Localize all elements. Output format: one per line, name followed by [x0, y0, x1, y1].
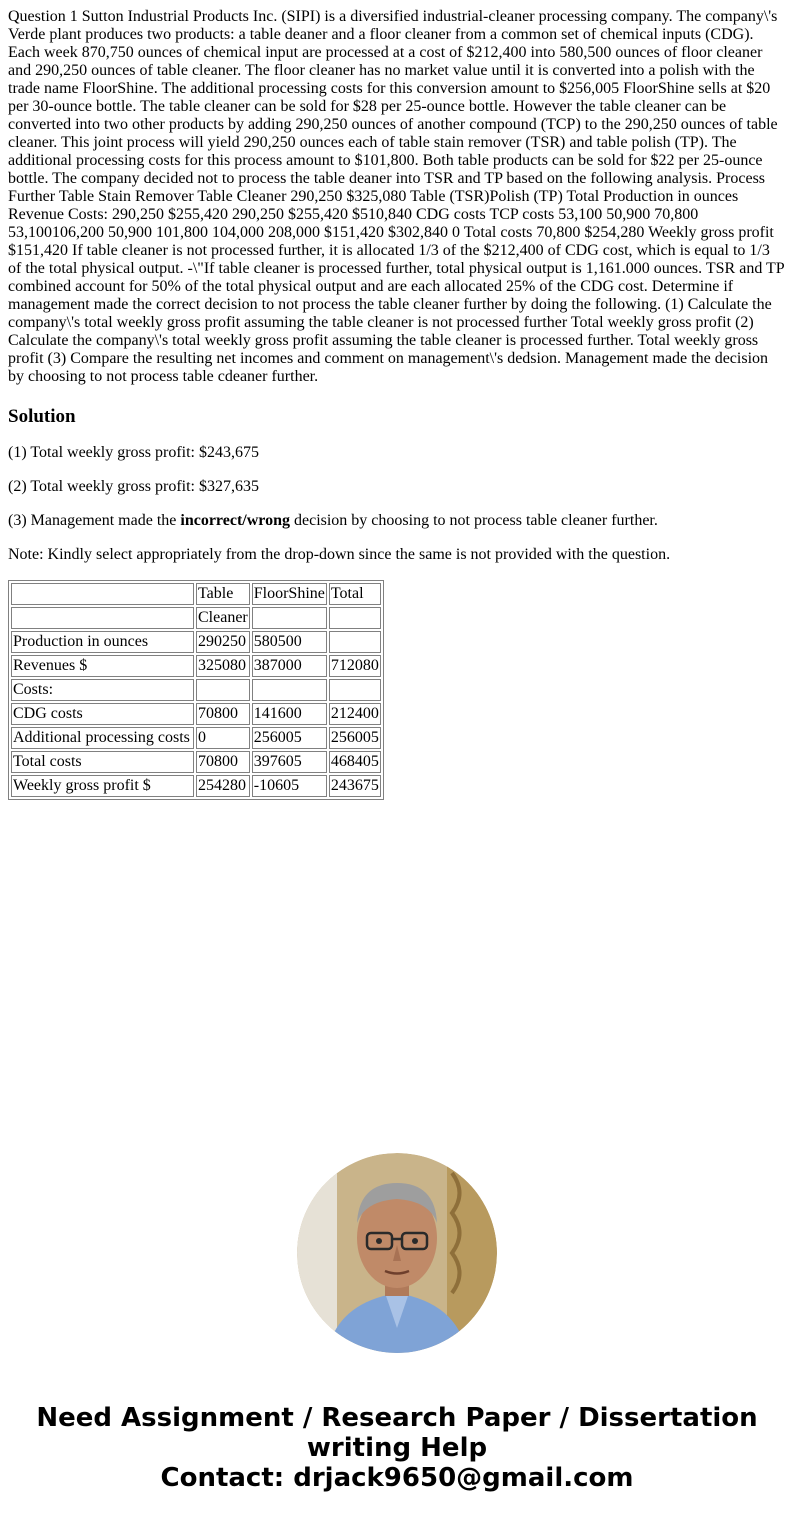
- help-banner: [0, 1403, 794, 1493]
- table-cell: 141600: [252, 703, 327, 725]
- table-cell: 254280: [196, 775, 250, 797]
- table-cell: Weekly gross profit $: [11, 775, 194, 797]
- table-cell: 712080: [329, 655, 381, 677]
- table-cell: 468405: [329, 751, 381, 773]
- banner-contact: Contact: drjack9650@gmail.com: [160, 1463, 634, 1493]
- answer-2: (2) Total weekly gross profit: $327,635: [8, 478, 259, 495]
- table-cell: [329, 607, 381, 629]
- table-cell: Costs:: [11, 679, 194, 701]
- table-row: [11, 679, 381, 701]
- table-cell: [11, 583, 194, 605]
- table-cell: CDG costs: [11, 703, 194, 725]
- table-cell: Cleaner: [196, 607, 250, 629]
- banner-line-1: Need Assignment / Research Paper / Dissertation: [36, 1403, 758, 1433]
- table-row: [11, 631, 381, 653]
- table-row: [11, 607, 381, 629]
- portrait-illustration: [297, 1153, 497, 1353]
- table-cell: 387000: [252, 655, 327, 677]
- table-cell: FloorShine: [252, 583, 327, 605]
- table-cell: Production in ounces: [11, 631, 194, 653]
- author-photo: [297, 1153, 497, 1353]
- answer-3-emphasis: incorrect/wrong: [180, 512, 290, 529]
- table-row: [11, 751, 381, 773]
- answer-1: (1) Total weekly gross profit: $243,675: [8, 444, 259, 461]
- table-cell: 212400: [329, 703, 381, 725]
- banner-line-2: writing Help: [306, 1433, 488, 1463]
- table-cell: 290250: [196, 631, 250, 653]
- table-cell: 0: [196, 727, 250, 749]
- solution-heading: Solution: [8, 406, 76, 427]
- table-cell: 70800: [196, 703, 250, 725]
- table-cell: [196, 679, 250, 701]
- table-cell: 580500: [252, 631, 327, 653]
- answer-3-suffix: decision by choosing to not process table cleaner further.: [289, 512, 658, 529]
- table-cell: Additional processing costs: [11, 727, 194, 749]
- note-text: Note: Kindly select appropriately from the drop-down since the same is not provided with the question.: [8, 546, 671, 563]
- table-cell: 70800: [196, 751, 250, 773]
- table-row: [11, 583, 381, 605]
- table-cell: [252, 679, 327, 701]
- table-cell: 243675: [329, 775, 381, 797]
- table-row: [11, 775, 381, 797]
- table-row: [11, 727, 381, 749]
- table-cell: [329, 631, 381, 653]
- table-cell: 256005: [252, 727, 327, 749]
- table-cell: 325080: [196, 655, 250, 677]
- table-cell: Table: [196, 583, 250, 605]
- table-cell: -10605: [252, 775, 327, 797]
- table-cell: [329, 679, 381, 701]
- table-cell: Total costs: [11, 751, 194, 773]
- answer-3-prefix: (3) Management made the: [8, 512, 181, 529]
- table-cell: 397605: [252, 751, 327, 773]
- table-row: [11, 655, 381, 677]
- answer-3: [8, 512, 786, 530]
- table-cell: 256005: [329, 727, 381, 749]
- table-cell: [11, 607, 194, 629]
- table-cell: [252, 607, 327, 629]
- question-text: Question 1 Sutton Industrial Products Inc. (SIPI) is a diversified industrial-cleaner processing company. The company\'s Verde plant produces two products: a table deaner and a floor cleaner from a common set of chemical inputs (CDG). Each week 870,750 ounces of chemical input are processed at a cost of $212,400 into 580,500 ounces of floor cleaner and 290,250 ounces of table cleaner. The floor cleaner has no market value until it is converted into a polish with the trade name FloorShine. The additional processing costs for this conversion amount to $256,005 FloorShine sells at $20 per 30-ounce bottle. The table cleaner can be sold for $28 per 25-ounce bottle. However the table cleaner can be converted into two other products by adding 290,250 ounces of another compound (TCP) to the 290,250 ounces of table cleaner. This joint process will yield 290,250 ounces each of table stain remover (TSR) and table polish (TP). The additional processing costs for this process amount to $101,800. Both table products can be sold for $22 per 25-ounce bottle. The company decided not to process the table deaner into TSR and TP based on the following analysis. Process Further Table Stain Remover Table Cleaner 290,250 $325,080 Table (TSR)Polish (TP) Total Production in ounces Revenue Costs: 290,250 $255,420 290,250 $255,420 $510,840 CDG costs TCP costs 53,100 50,900 70,800 53,100106,200 50,900 101,800 104,000 208,000 $151,420 $302,840 0 Total costs 70,800 $254,280 Weekly gross profit $151,420 If table cleaner is not processed further, it is allocated 1/3 of the $212,400 of CDG cost, which is equal to 1/3 of the total physical output. -\"If table cleaner is processed further, total physical output is 1,161.000 ounces. TSR and TP combined account for 50% of the total physical output and are each allocated 25% of the CDG cost. Determine if management made the correct decision to not process the table cleaner further by doing the following. (1) Calculate the company\'s total weekly gross profit assuming the table cleaner is not processed further Total weekly gross profit (2) Calculate the company\'s total weekly gross profit assuming the table cleaner is processed further. Total weekly gross profit (3) Compare the resulting net incomes and comment on management\'s dedsion. Management made the decision by choosing to not process table cdeaner further.: [8, 8, 785, 385]
- main-content: [8, 0, 786, 800]
- table-cell: Total: [329, 583, 381, 605]
- profit-table: [8, 580, 384, 800]
- table-cell: Revenues $: [11, 655, 194, 677]
- table-row: [11, 703, 381, 725]
